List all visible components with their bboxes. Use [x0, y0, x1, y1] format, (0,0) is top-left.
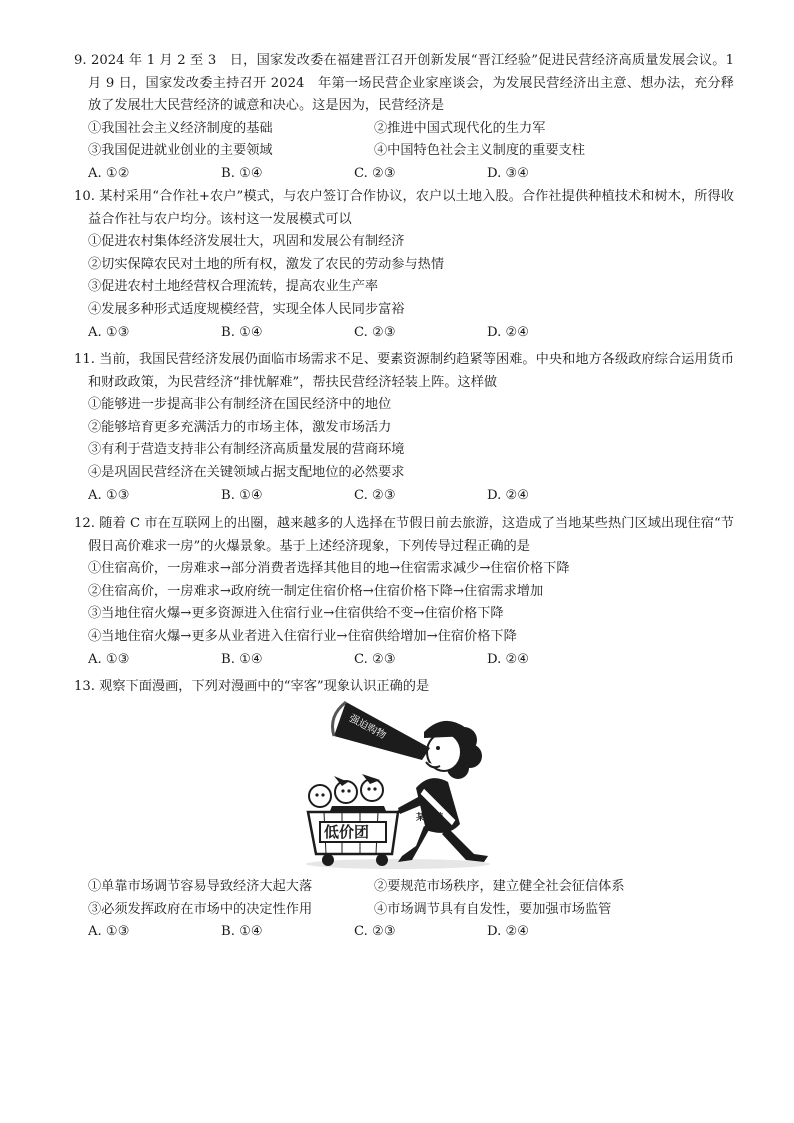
question-9-choice-a[interactable]: A. ①② [88, 165, 130, 181]
question-12-item-3: ③当地住宿火爆→更多资源进入住宿行业→住宿供给不变→住宿价格下降 [88, 606, 504, 622]
cartoon-svg [298, 696, 498, 872]
question-9-choices [74, 163, 734, 186]
question-12-choice-a[interactable]: A. ①③ [88, 651, 130, 667]
question-12 [74, 513, 734, 671]
question-10-choice-a[interactable]: A. ①③ [88, 324, 130, 340]
question-9-item-1: ①我国社会主义经济制度的基础 [88, 120, 273, 136]
question-12-item-1: ①住宿高价，一房难求→部分消费者选择其他目的地→住宿需求减少→住宿价格下降 [88, 561, 570, 577]
cartoon-illustration [298, 696, 498, 872]
question-9-items-row2 [74, 140, 734, 163]
question-13 [74, 876, 734, 944]
question-13-choice-d[interactable]: D. ②④ [487, 924, 530, 940]
sash-label: 某导游 [416, 813, 444, 823]
question-9-item-2: ②推进中国式现代化的生力军 [374, 120, 546, 136]
question-13-choice-c[interactable]: C. ②③ [354, 924, 396, 940]
question-9-choice-d[interactable]: D. ③④ [487, 165, 530, 181]
question-10 [74, 186, 734, 344]
question-10-choice-b[interactable]: B. ①④ [221, 324, 263, 340]
question-9 [74, 50, 734, 186]
question-12-choice-d[interactable]: D. ②④ [487, 651, 530, 667]
question-11-choice-d[interactable]: D. ②④ [487, 487, 530, 503]
question-12-choices [74, 649, 734, 672]
question-13-items-row1 [74, 876, 734, 899]
question-9-stem: 9. 2024 年 1 月 2 至 3 日，国家发改委在福建晋江召开创新发展“晋江经验”促进民营经济高质量发展会议。1 月 9 日，国家发改委主持召开 2024 年第一场民营企业家座谈会，为发展民营经济出主意、想办法，充分释放了发展壮大民营经济的诚意和决心。这是因为，民营经济是 [74, 53, 734, 114]
megaphone-label: 强迫购物 [347, 713, 388, 742]
question-12-choice-b[interactable]: B. ①④ [221, 651, 263, 667]
question-11-item-1: ①能够进一步提高非公有制经济在国民经济中的地位 [88, 397, 392, 413]
question-11-choice-b[interactable]: B. ①④ [221, 487, 263, 503]
question-11-choice-a[interactable]: A. ①③ [88, 487, 130, 503]
question-9-items-row1 [74, 118, 734, 141]
cart-label: 低价团 [324, 823, 370, 841]
question-9-item-3: ③我国促进就业创业的主要领域 [88, 143, 273, 159]
question-10-choice-c[interactable]: C. ②③ [354, 324, 396, 340]
question-10-item-3: ③促进农村土地经营权合理流转，提高农业生产率 [88, 279, 379, 295]
question-13-item-3: ③必须发挥政府在市场中的决定性作用 [88, 901, 313, 917]
question-12-choice-c[interactable]: C. ②③ [354, 651, 396, 667]
question-10-item-1: ①促进农村集体经济发展壮大，巩固和发展公有制经济 [88, 234, 405, 250]
question-11-item-3: ③有利于营造支持非公有制经济高质量发展的营商环境 [88, 442, 405, 458]
question-11-choices [74, 485, 734, 508]
question-13-item-2: ②要规范市场秩序，建立健全社会征信体系 [374, 879, 625, 894]
question-11-choice-c[interactable]: C. ②③ [354, 487, 396, 503]
question-12-item-2: ②住宿高价，一房难求→政府统一制定住宿价格→住宿价格下降→住宿需求增加 [88, 583, 544, 599]
question-10-item-2: ②切实保障农民对土地的所有权，激发了农民的劳动参与热情 [88, 256, 445, 272]
question-12-item-4: ④当地住宿火爆→更多从业者进入住宿行业→住宿供给增加→住宿价格下降 [88, 628, 517, 644]
question-11 [74, 349, 734, 507]
question-10-item-4: ④发展多种形式适度规模经营，实现全体人民同步富裕 [88, 301, 405, 317]
question-9-item-4: ④中国特色社会主义制度的重要支柱 [374, 143, 585, 159]
question-10-choice-d[interactable]: D. ②④ [487, 324, 530, 340]
question-12-stem: 12. 随着 C 市在互联网上的出圈，越来越多的人选择在节假日前去旅游，这造成了当地某些热门区域出现住宿“节假日高价难求一房”的火爆景象。基于上述经济现象，下列传导过程正确的是 [74, 516, 734, 554]
question-13-choices [74, 921, 734, 944]
question-13-item-4: ④市场调节具有自发性，要加强市场监管 [374, 901, 612, 917]
question-13-stem: 13. 观察下面漫画，下列对漫画中的“宰客”现象认识正确的是 [74, 679, 430, 694]
question-11-item-2: ②能够培育更多充满活力的市场主体，激发市场活力 [88, 419, 392, 435]
question-13-choice-b[interactable]: B. ①④ [221, 924, 263, 940]
question-11-stem: 11. 当前，我国民营经济发展仍面临市场需求不足、要素资源制约趋紧等困难。中央和地方各级政府综合运用货币和财政政策，为民营经济“排忧解难”，帮扶民营经济轻装上阵。这样做 [74, 352, 734, 390]
question-11-item-4: ④是巩固民营经济在关键领域占据支配地位的必然要求 [88, 464, 405, 480]
question-13-item-1: ①单靠市场调节容易导致经济大起大落 [88, 879, 313, 894]
question-13-items-row2 [74, 899, 734, 922]
question-13-choice-a[interactable]: A. ①③ [88, 924, 130, 940]
question-9-choice-b[interactable]: B. ①④ [221, 165, 263, 181]
question-10-stem: 10. 某村采用“合作社+农户”模式，与农户签订合作协议，农户以土地入股。合作社提供种植技术和树木，所得收益合作社与农户均分。该村这一发展模式可以 [74, 189, 734, 227]
question-9-choice-c[interactable]: C. ②③ [354, 165, 396, 181]
question-10-choices [74, 322, 734, 345]
